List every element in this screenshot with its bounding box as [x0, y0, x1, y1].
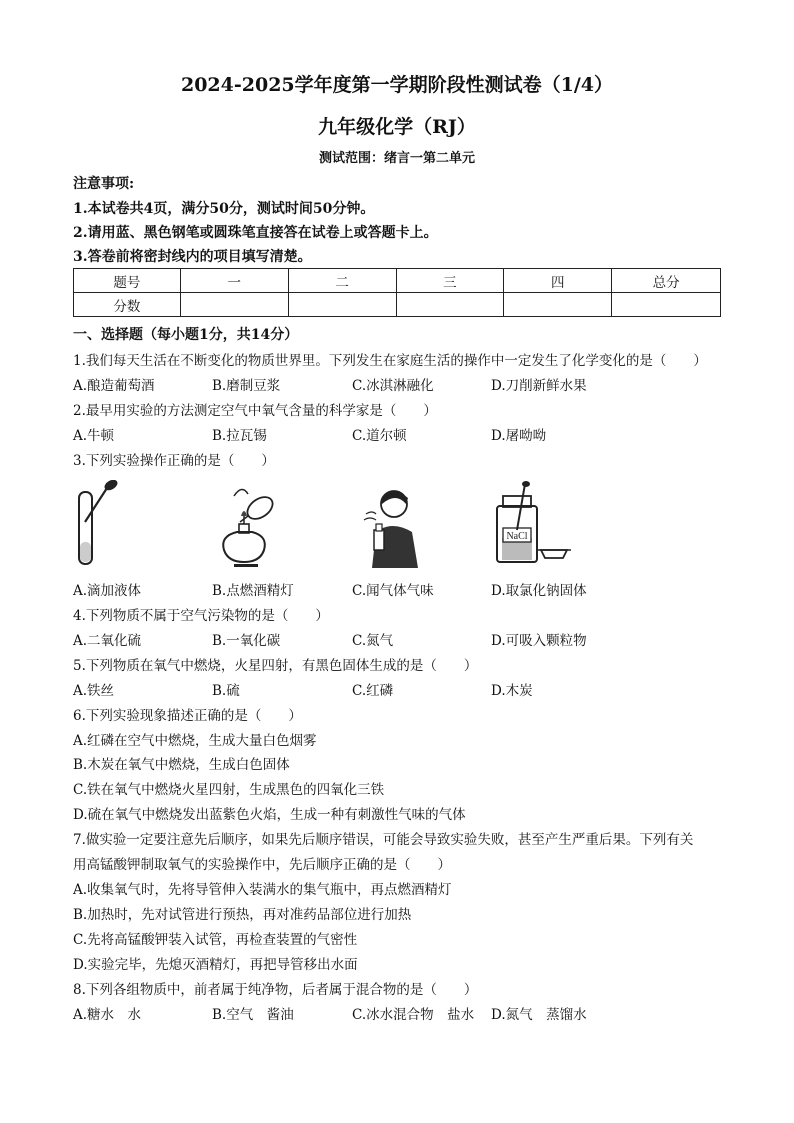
nacl-label: NaCl [506, 531, 528, 542]
option: B.拉瓦锡 [212, 428, 267, 444]
question-stem: 4.下列物质不属于空气污染物的是（ ） [73, 608, 329, 624]
question-stem: 用高锰酸钾制取氧气的实验操作中，先后顺序正确的是（ ） [73, 857, 451, 873]
table-cell: 二 [288, 269, 396, 293]
score-cell [180, 293, 288, 317]
nacl-bottle-figure [491, 480, 576, 572]
options-row [73, 579, 733, 599]
option: B.点燃酒精灯 [212, 583, 294, 599]
option: A.红磷在空气中燃烧，生成大量白色烟雾 [73, 733, 317, 749]
question-stem: 3.下列实验操作正确的是（ ） [73, 453, 275, 469]
table-cell: 一 [180, 269, 288, 293]
option: A.糖水 水 [73, 1007, 142, 1023]
option: C.冰水混合物 盐水 [352, 1007, 475, 1023]
option: D.刀削新鲜水果 [491, 378, 587, 394]
notes-heading: 注意事项: [73, 176, 135, 192]
note-item: 1.本试卷共4页，满分50分，测试时间50分钟。 [73, 201, 375, 217]
option: C.先将高锰酸钾装入试管，再检查装置的气密性 [73, 932, 358, 948]
option: C.红磷 [352, 683, 394, 699]
option: B.硫 [212, 683, 240, 699]
table-cell: 总分 [612, 269, 721, 293]
option: D.屠呦呦 [491, 428, 547, 444]
note-item: 2.请用蓝、黑色钢笔或圆珠笔直接答在试卷上或答题卡上。 [73, 225, 438, 241]
test-scope: 测试范围：绪言一第二单元 [318, 151, 475, 166]
option: C.闻气体气味 [352, 583, 434, 599]
score-cell [288, 293, 396, 317]
option: A.酿造葡萄酒 [73, 378, 155, 394]
table-cell: 题号 [74, 269, 181, 293]
smelling-gas-figure [352, 480, 427, 572]
option: D.取氯化钠固体 [491, 583, 587, 599]
options-row [73, 1003, 733, 1023]
table-cell: 分数 [74, 293, 181, 317]
question-stem: 8.下列各组物质中，前者属于纯净物，后者属于混合物的是（ ） [73, 982, 478, 998]
option: A.滴加液体 [73, 583, 142, 599]
option: B.空气 酱油 [212, 1007, 294, 1023]
experiment-figures [73, 480, 733, 572]
option: C.铁在氧气中燃烧火星四射，生成黑色的四氧化三铁 [73, 782, 385, 798]
question-stem: 1.我们每天生活在不断变化的物质世界里。下列发生在家庭生活的操作中一定发生了化学变化的是（ ） [73, 353, 707, 369]
options-row [73, 374, 733, 394]
score-cell [396, 293, 504, 317]
option: D.可吸入颗粒物 [491, 633, 587, 649]
exam-title: 2024-2025学年度第一学期阶段性测试卷（1/4） [180, 74, 614, 96]
table-cell: 四 [504, 269, 612, 293]
options-row [73, 629, 733, 649]
question-stem: 6.下列实验现象描述正确的是（ ） [73, 708, 302, 724]
score-table-header-row [74, 269, 721, 293]
option: D.木炭 [491, 683, 533, 699]
option: A.二氧化硫 [73, 633, 142, 649]
alcohol-lamp-figure [212, 480, 287, 572]
option: B.木炭在氧气中燃烧，生成白色固体 [73, 757, 290, 773]
option: A.铁丝 [73, 683, 115, 699]
option: B.磨制豆浆 [212, 378, 281, 394]
exam-subtitle: 九年级化学（RJ） [318, 116, 476, 138]
options-row [73, 424, 733, 444]
question-stem: 7.做实验一定要注意先后顺序，如果先后顺序错误，可能会导致实验失败，甚至产生严重后果。下列有关 [73, 832, 694, 848]
option: C.道尔顿 [352, 428, 407, 444]
score-cell [612, 293, 721, 317]
option: A.收集氧气时，先将导管伸入装满水的集气瓶中，再点燃酒精灯 [73, 882, 452, 898]
option: B.一氧化碳 [212, 633, 281, 649]
section-heading: 一、选择题（每小题1分，共14分） [73, 327, 299, 343]
option: D.氮气 蒸馏水 [491, 1007, 587, 1023]
option: D.硫在氧气中燃烧发出蓝紫色火焰，生成一种有刺激性气味的气体 [73, 807, 466, 823]
option: A.牛顿 [73, 428, 115, 444]
dropper-test-tube-figure [73, 480, 133, 572]
score-table [73, 268, 721, 317]
options-row [73, 679, 733, 699]
option: C.冰淇淋融化 [352, 378, 434, 394]
question-stem: 2.最早用实验的方法测定空气中氧气含量的科学家是（ ） [73, 403, 437, 419]
score-cell [504, 293, 612, 317]
option: C.氮气 [352, 633, 394, 649]
note-item: 3.答卷前将密封线内的项目填写清楚。 [73, 249, 312, 265]
question-stem: 5.下列物质在氧气中燃烧，火星四射，有黑色固体生成的是（ ） [73, 658, 478, 674]
option: D.实验完毕，先熄灭酒精灯，再把导管移出水面 [73, 957, 358, 973]
table-cell: 三 [396, 269, 504, 293]
option: B.加热时，先对试管进行预热，再对准药品部位进行加热 [73, 907, 412, 923]
score-table-row [74, 293, 721, 317]
